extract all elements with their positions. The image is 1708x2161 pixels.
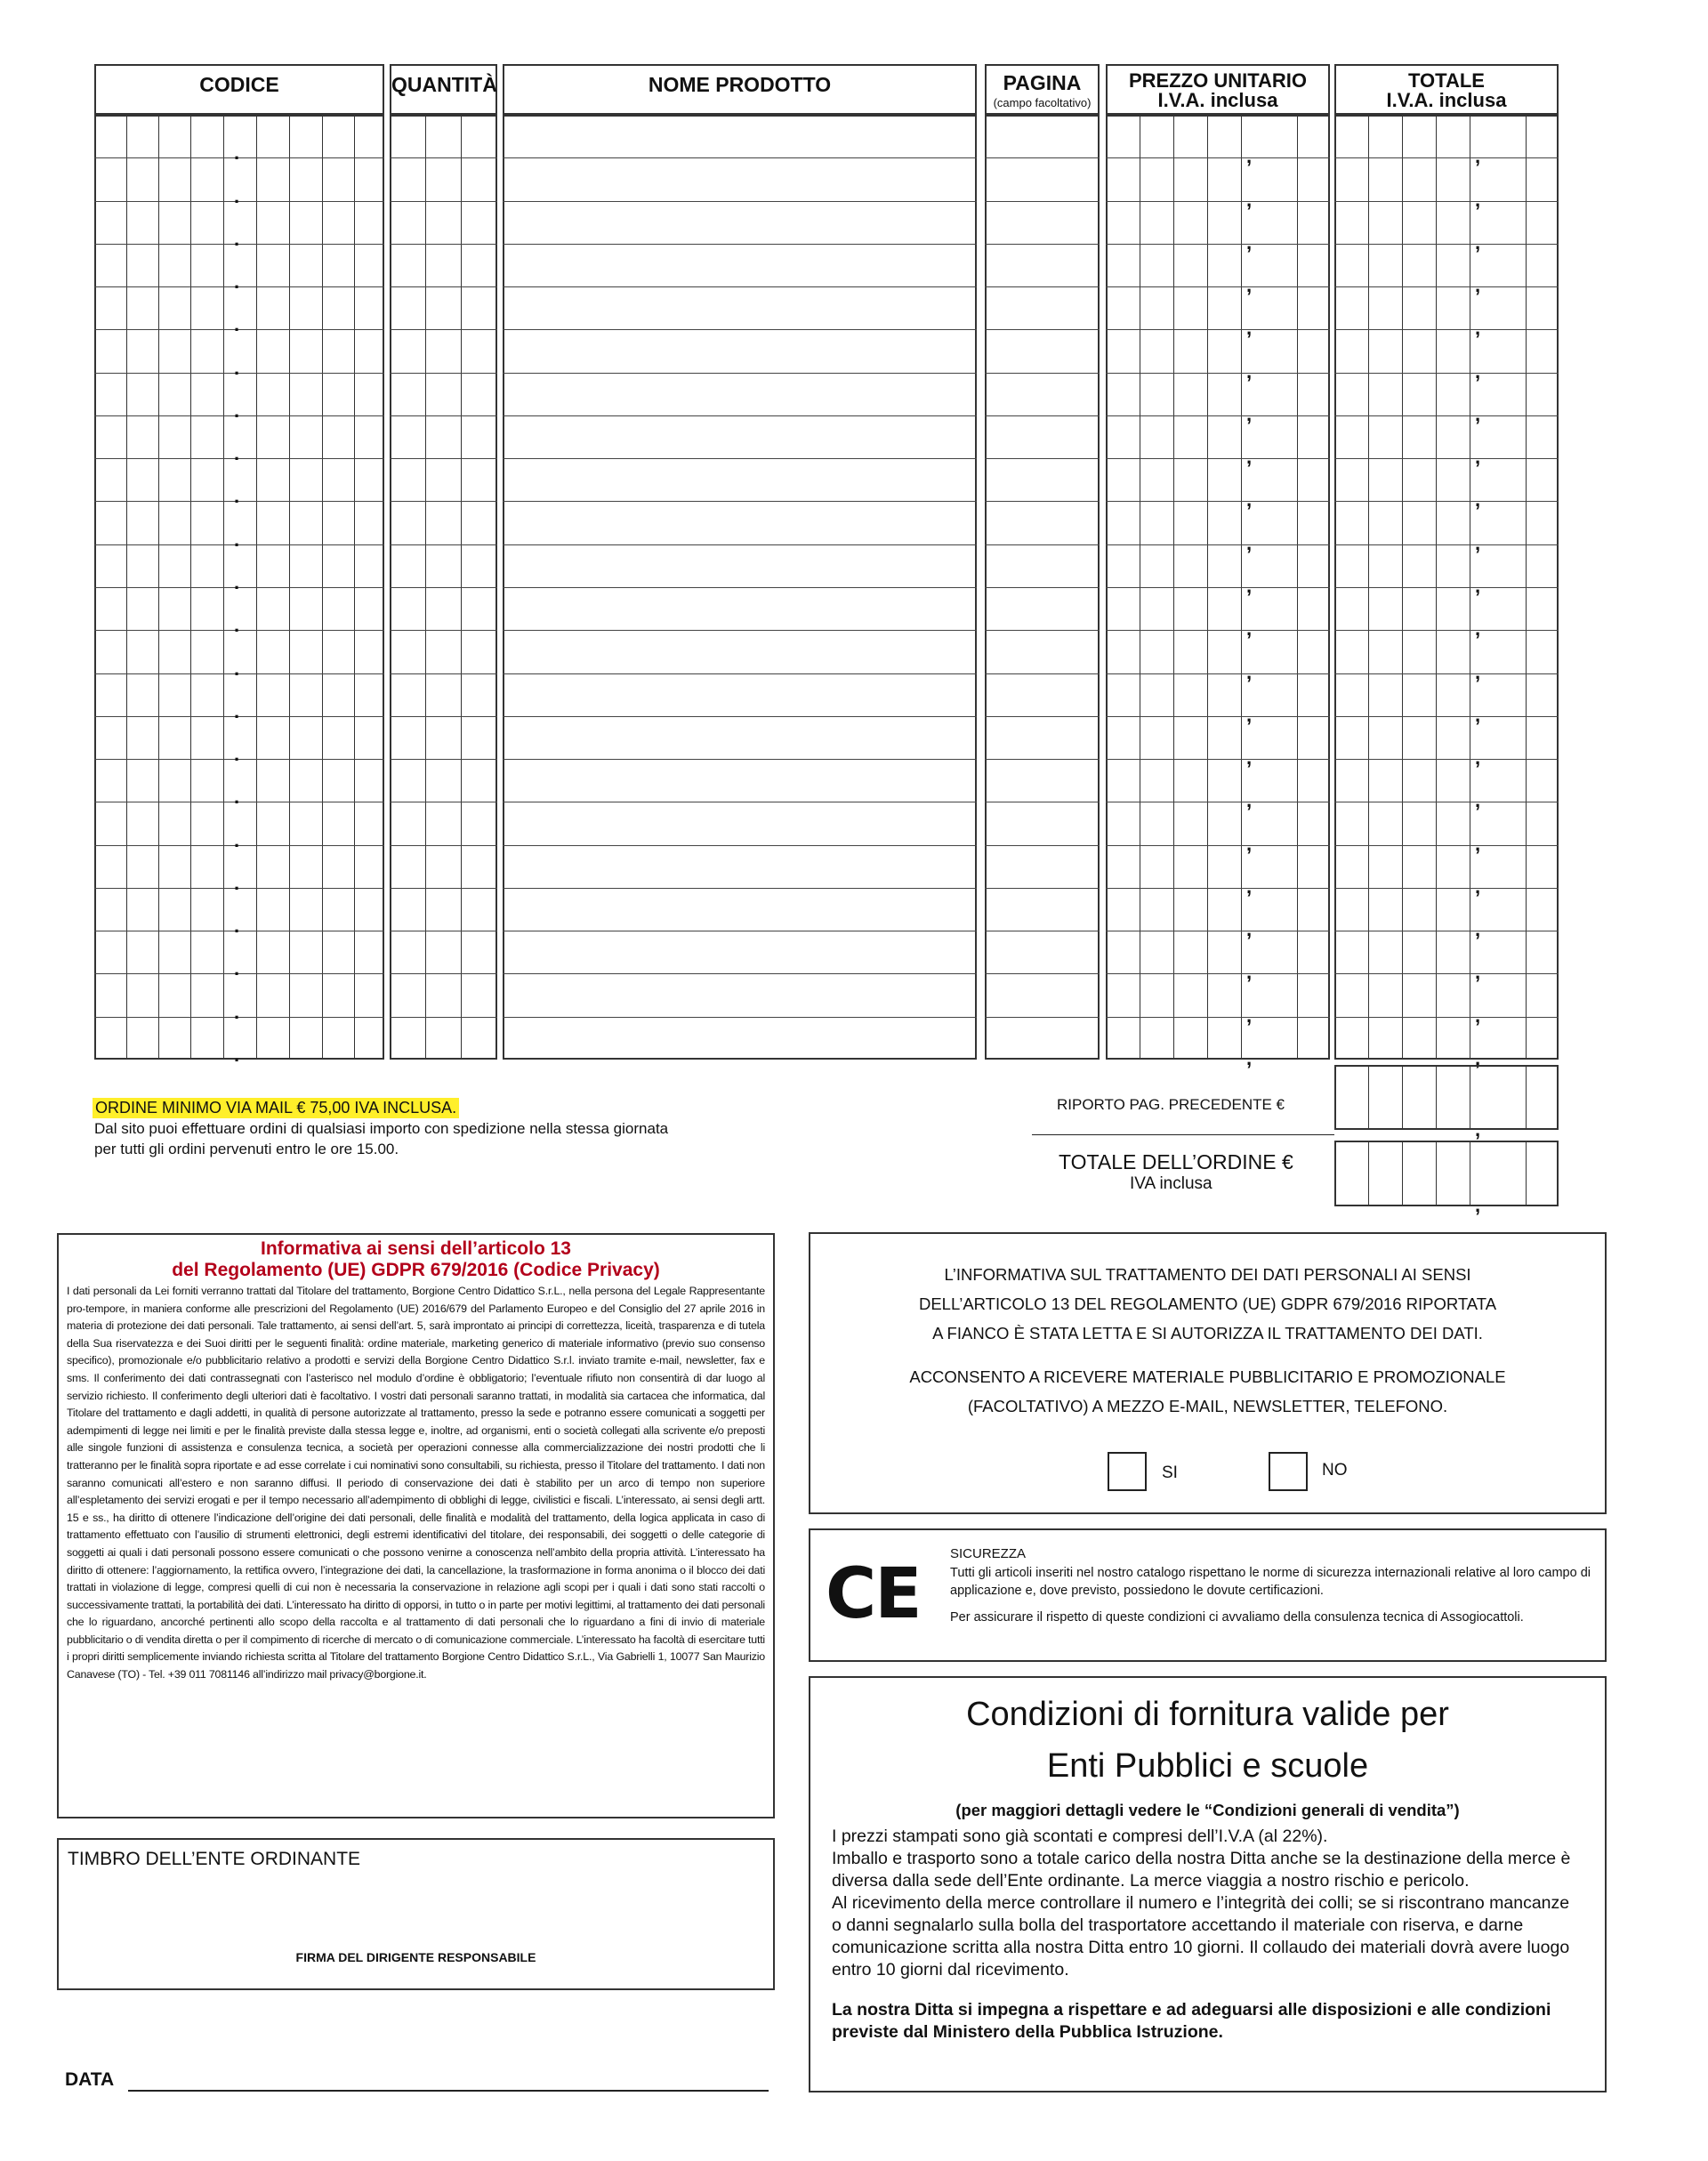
- row-rule: [503, 630, 977, 631]
- row-rule: [985, 845, 1100, 846]
- decimal-comma: ,: [1246, 274, 1253, 297]
- row-rule: [1106, 630, 1330, 631]
- row-rule: [1106, 373, 1330, 374]
- row-rule: [985, 201, 1100, 202]
- row-rule: [503, 759, 977, 760]
- decimal-comma: ,: [1246, 746, 1253, 770]
- row-rule: [1106, 759, 1330, 760]
- row-rule: [985, 415, 1100, 416]
- safety-title: SICUREZZA: [950, 1546, 1027, 1561]
- row-rule: [1106, 716, 1330, 717]
- row-rule: [390, 286, 497, 287]
- code-separator-dot: .: [234, 313, 240, 336]
- row-rule: [503, 544, 977, 545]
- conditions-title-line1: Condizioni di fornitura valide per: [966, 1696, 1449, 1733]
- safety-paragraph-1: Tutti gli articoli inseriti nel nostro catalogo rispettano le norme di sicurezza internazionali relative al loro campo di applicazione e, dove previsto, possiedono le dovute certificazioni.: [950, 1566, 1591, 1598]
- decimal-comma: ,: [1475, 789, 1481, 812]
- row-rule: [985, 329, 1100, 330]
- conditions-subtitle: (per maggiori dettagli vedere le “Condizioni generali di vendita”): [955, 1801, 1460, 1819]
- consent-paragraph-1: [810, 1260, 1605, 1348]
- decimal-comma: ,: [1246, 188, 1253, 211]
- row-rule: [390, 157, 497, 158]
- riporto-grid: [1334, 1065, 1559, 1141]
- stamp-title: TIMBRO DELL’ENTE ORDINANTE: [68, 1849, 361, 1869]
- decimal-comma: ,: [1475, 1194, 1481, 1216]
- decimal-comma: ,: [1246, 660, 1253, 683]
- row-rule: [390, 544, 497, 545]
- row-rule: [985, 888, 1100, 889]
- row-rule: [1106, 329, 1330, 330]
- signature-caption: FIRMA DEL DIRIGENTE RESPONSABILE: [295, 1950, 536, 1964]
- row-rule: [503, 373, 977, 374]
- code-separator-dot: .: [234, 786, 240, 809]
- row-rule: [390, 201, 497, 202]
- code-separator-dot: .: [234, 743, 240, 766]
- row-rule: [503, 329, 977, 330]
- row-rule: [503, 501, 977, 502]
- row-rule: [390, 501, 497, 502]
- row-rule: [503, 458, 977, 459]
- decimal-comma: ,: [1246, 832, 1253, 855]
- row-rule: [985, 1017, 1100, 1018]
- code-separator-dot: .: [234, 614, 240, 637]
- row-rule: [1334, 1017, 1559, 1018]
- total-cell-divider: [1368, 1065, 1369, 1130]
- prezzo-grid: [1106, 115, 1330, 1069]
- header-totale: [1334, 64, 1559, 115]
- stamp-box[interactable]: [57, 1838, 775, 1990]
- row-rule: [503, 673, 977, 674]
- row-rule: [1106, 501, 1330, 502]
- conditions-title-line2: Enti Pubblici e scuole: [1046, 1747, 1369, 1785]
- decimal-comma: ,: [1475, 446, 1481, 469]
- ce-mark-icon: CE: [826, 1554, 921, 1634]
- total-cell-divider: [1402, 1141, 1403, 1206]
- decimal-comma: ,: [1475, 1118, 1481, 1141]
- row-rule: [985, 458, 1100, 459]
- row-rule: [1334, 201, 1559, 202]
- header-prezzo-sub: I.V.A. inclusa: [1157, 89, 1278, 111]
- decimal-comma: ,: [1246, 531, 1253, 554]
- row-rule: [390, 716, 497, 717]
- header-quantita-label: QUANTITÀ: [391, 73, 497, 96]
- decimal-comma: ,: [1475, 317, 1481, 340]
- header-pagina-label: PAGINA: [1003, 71, 1082, 94]
- total-cell-divider: [1436, 1141, 1437, 1206]
- consent-no-checkbox[interactable]: [1269, 1452, 1308, 1491]
- row-rule: [503, 845, 977, 846]
- consent-yes-label: SI: [1162, 1464, 1178, 1482]
- decimal-comma: ,: [1246, 446, 1253, 469]
- header-nome-label: NOME PRODOTTO: [648, 73, 832, 96]
- order-note-line2: per tutti gli ordini pervenuti entro le ore 15.00.: [94, 1141, 399, 1157]
- code-separator-dot: .: [234, 528, 240, 551]
- decimal-comma: ,: [1475, 660, 1481, 683]
- code-separator-dot: .: [234, 957, 240, 980]
- row-rule: [1106, 673, 1330, 674]
- code-separator-dot: .: [234, 356, 240, 379]
- decimal-comma: ,: [1246, 575, 1253, 597]
- code-separator-dot: .: [234, 399, 240, 422]
- header-nome: [503, 64, 977, 115]
- code-separator-dot: .: [234, 657, 240, 680]
- decimal-comma: ,: [1475, 274, 1481, 297]
- code-separator-dot: .: [234, 227, 240, 250]
- row-rule: [503, 888, 977, 889]
- row-rule: [390, 329, 497, 330]
- decimal-comma: ,: [1475, 359, 1481, 383]
- decimal-comma: ,: [1475, 188, 1481, 211]
- header-codice-label: CODICE: [199, 73, 279, 96]
- row-rule: [390, 458, 497, 459]
- row-rule: [390, 973, 497, 974]
- code-separator-dot: .: [234, 571, 240, 593]
- decimal-comma: ,: [1246, 317, 1253, 340]
- row-rule: [985, 716, 1100, 717]
- row-rule: [1334, 373, 1559, 374]
- row-rule: [985, 673, 1100, 674]
- total-cell-divider: [1526, 1141, 1527, 1206]
- row-rule: [1106, 458, 1330, 459]
- decimal-comma: ,: [1475, 531, 1481, 554]
- order-note-line1: Dal sito puoi effettuare ordini di qualsiasi importo con spedizione nella stessa giornata: [94, 1120, 669, 1137]
- decimal-comma: ,: [1246, 918, 1253, 941]
- codice-grid: [94, 115, 384, 1066]
- consent-line-4: ACCONSENTO A RICEVERE MATERIALE PUBBLICITARIO E PROMOZIONALE: [909, 1367, 1506, 1386]
- decimal-comma: ,: [1246, 617, 1253, 641]
- conditions-paragraph-4: La nostra Ditta si impegna a rispettare e ad adeguarsi alle disposizioni e alle condizioni previste dal Ministero della Pubblica Istruzione.: [832, 2000, 1551, 2042]
- row-rule: [1334, 544, 1559, 545]
- row-rule: [503, 286, 977, 287]
- row-rule: [503, 244, 977, 245]
- conditions-box: [809, 1676, 1607, 2092]
- decimal-comma: ,: [1246, 789, 1253, 812]
- date-label: DATA: [65, 2069, 115, 2090]
- row-rule: [1106, 888, 1330, 889]
- conditions-paragraph-1: I prezzi stampati sono già scontati e compresi dell’I.V.A (al 22%).: [832, 1826, 1328, 1846]
- privacy-notice: [57, 1233, 775, 1818]
- quantita-grid: [390, 115, 497, 1060]
- consent-box: [809, 1232, 1607, 1514]
- decimal-comma: ,: [1475, 230, 1481, 254]
- header-pagina: [985, 64, 1100, 115]
- header-totale-sub: I.V.A. inclusa: [1386, 89, 1507, 111]
- consent-line-3: A FIANCO È STATA LETTA E SI AUTORIZZA IL TRATTAMENTO DEI DATI.: [932, 1324, 1483, 1343]
- row-rule: [1106, 415, 1330, 416]
- row-rule: [1334, 286, 1559, 287]
- decimal-comma: ,: [1475, 832, 1481, 855]
- row-rule: [390, 630, 497, 631]
- row-rule: [985, 373, 1100, 374]
- totale-ordine-grid: [1334, 1141, 1559, 1216]
- row-rule: [1334, 329, 1559, 330]
- row-rule: [503, 973, 977, 974]
- code-separator-dot: .: [234, 270, 240, 294]
- row-rule: [1106, 587, 1330, 588]
- code-separator-dot: .: [234, 485, 240, 508]
- row-rule: [1334, 973, 1559, 974]
- decimal-comma: ,: [1475, 617, 1481, 641]
- row-rule: [1106, 286, 1330, 287]
- consent-line-5: (FACOLTATIVO) A MEZZO E-MAIL, NEWSLETTER, TELEFONO.: [967, 1397, 1448, 1415]
- row-rule: [390, 373, 497, 374]
- privacy-body: I dati personali da Lei forniti verranno trattati dal Titolare del trattamento, Borgione Centro Didattico S.r.L., nella persona del Legale Rappresentante pro-tempore, in maniera conforme alle prescrizioni del Regolamento (UE) 2016/679 del Parlamento Europeo e del Consiglio del 27 aprile 2016 in materia di protezione dei dati personali. Tale trattamento, ai sensi dell’art. 5, sarà improntato ai principi di correttezza, liceità, trasparenza e di tutela della Sua riservatezza e dei Suoi diritti per le seguenti finalità: ordine materiale, marketing generico di materiale informativo (previo suo consenso specifico), promozionale e/o pubblicitario relativo a prodotti e servizi della Borgione Centro Didattico S.r.l. inviato tramite e-mail, newsletter, fax e sms. Il conferimento dei dati contrassegnati con l’asterisco nel modulo d’ordine è obbligatorio; l’eventuale rifiuto non consentirà di dar luogo al servizio richiesto. Il conferimento degli ulteriori dati è facoltativo. I vostri dati personali saranno trattati, in modalità sia cartacea che informatica, dal Titolare del trattamento e dagli addetti, in qualità di persone autorizzate al trattamento, presso la sede e potranno essere comunicati a soggetti per adempimenti di legge nei limiti e per le finalità previste dalla stessa legge e, inoltre, ad organismi, enti o società collegati alla scrivente e/o preposti alle singole funzioni di assistenza e consulenza tecnica, a società per operazioni connesse alla commercializzazione dei nostri prodotti che li tratteranno per le finalità sopra riportate e ad esse correlate i cui nominativi sono consultabili, su richiesta, presso il Titolare del trattamento. I dati non saranno comunicati all’estero e non saranno diffusi. Il periodo di conservazione dei dati è stabilito per un arco di tempo non superiore all’espletamento dei servizi erogati e per il tempo necessario all’adempimento di obblighi di legge, civilistici e fiscali. L’interessato, ai sensi degli artt. 15 e ss., ha diritto di ottenere l’indicazione dell’origine dei dati personali, delle finalità e modalità del trattamento, della logica applicata in caso di trattamento effettuato con l’ausilio di strumenti elettronici, degli estremi identificativi del titolare, dei responsabili, dei soggetti o delle categorie di soggetti ai quali i dati personali possono essere comunicati o che possono venirne a conoscenza nell’ambito della propria attività. L’interessato ha diritto di ottenere: l’aggiornamento, la rettifica ovvero, l’integrazione dei dati, la cancellazione, la trasformazione in forma anonima o il blocco dei dati trattati in violazione di legge, compresi quelli di cui non è necessaria la conservazione in relazione agli scopi per i quali i dati sono stati raccolti o successivamente trattati, la portabilità dei dati. L’interessato ha diritto di opporsi, in tutto o in parte per motivi legittimi, al trattamento dei dati personali che lo riguardano, ancorché pertinenti allo scopo della raccolta e al trattamento di dati personali che lo riguardano a fini di invio di materiale pubblicitario o di vendita diretta o per il compimento di ricerche di mercato o di comunicazione commerciale. L’interessato ha facoltà di esercitare tutti i propri diritti semplicemente inviando richiesta scritta al Titolare del trattamento Borgione Centro Didattico S.r.L., Via Gabrielli 1, 10077 San Maurizio Canavese (TO) - Tel. +39 011 7081146 all’indirizzo mail privacy@borgione.it.: [67, 1285, 765, 1681]
- decimal-comma: ,: [1475, 488, 1481, 512]
- total-cell-divider: [1402, 1065, 1403, 1130]
- decimal-comma: ,: [1246, 1004, 1253, 1027]
- consent-no-label: NO: [1322, 1461, 1348, 1480]
- safety-paragraph-2: Per assicurare il rispetto di queste condizioni ci avvaliamo della consulenza tecnica di Assogiocattoli.: [950, 1610, 1524, 1625]
- row-rule: [390, 244, 497, 245]
- decimal-comma: ,: [1246, 1047, 1253, 1069]
- total-cell-divider: [1368, 1141, 1369, 1206]
- decimal-comma: ,: [1475, 961, 1481, 984]
- decimal-comma: ,: [1246, 145, 1253, 168]
- decimal-comma: ,: [1246, 230, 1253, 254]
- conditions-paragraph-3: Al ricevimento della merce controllare il numero e l’integrità dei colli; se si riscontrano mancanze o danni segnalarlo sulla bolla del trasportatore accettando il materiale con riserva, e darne comunicazione scritta alla nostra Ditta entro 10 giorni. Il collaudo dei materiali dovrà avere luogo entro 10 giorni dal ricevimento.: [832, 1893, 1570, 1980]
- row-rule: [390, 759, 497, 760]
- totale-ordine-label: TOTALE DELL’ORDINE €: [1059, 1150, 1293, 1173]
- decimal-comma: ,: [1475, 746, 1481, 770]
- decimal-comma: ,: [1475, 575, 1481, 597]
- minimum-order-note: ORDINE MINIMO VIA MAIL € 75,00 IVA INCLUSA.: [93, 1098, 459, 1118]
- row-rule: [1334, 501, 1559, 502]
- decimal-comma: ,: [1475, 703, 1481, 726]
- row-rule: [1106, 244, 1330, 245]
- code-separator-dot: .: [234, 141, 240, 165]
- row-rule: [1106, 973, 1330, 974]
- conditions-paragraph-2: Imballo e trasporto sono a totale carico della nostra Ditta anche se la destinazione della merce è diversa dalla sede dell’Ente ordinante. La merce viaggia a nostro rischio e pericolo.: [832, 1849, 1571, 1891]
- row-rule: [390, 1017, 497, 1018]
- code-separator-dot: .: [234, 1000, 240, 1023]
- consent-yes-checkbox[interactable]: [1108, 1452, 1147, 1491]
- riporto-label: RIPORTO PAG. PRECEDENTE €: [1057, 1096, 1285, 1113]
- code-separator-dot: .: [234, 871, 240, 894]
- row-rule: [503, 201, 977, 202]
- nome-grid: [503, 115, 977, 1060]
- row-rule: [1334, 888, 1559, 889]
- header-prezzo-label: PREZZO UNITARIO: [1128, 69, 1308, 92]
- row-rule: [503, 157, 977, 158]
- code-separator-dot: .: [234, 915, 240, 938]
- row-rule: [985, 759, 1100, 760]
- row-rule: [390, 415, 497, 416]
- date-line[interactable]: [128, 2090, 769, 2092]
- decimal-comma: ,: [1246, 703, 1253, 726]
- row-rule: [1106, 157, 1330, 158]
- row-rule: [390, 888, 497, 889]
- row-rule: [1334, 716, 1559, 717]
- code-separator-dot: .: [234, 184, 240, 207]
- code-separator-dot: .: [234, 442, 240, 465]
- row-rule: [1106, 544, 1330, 545]
- decimal-comma: ,: [1475, 145, 1481, 168]
- row-rule: [390, 673, 497, 674]
- code-separator-dot: .: [234, 828, 240, 851]
- safety-box: [809, 1528, 1607, 1662]
- header-prezzo: [1106, 64, 1330, 115]
- row-rule: [985, 286, 1100, 287]
- decimal-comma: ,: [1475, 1047, 1481, 1069]
- row-rule: [1334, 759, 1559, 760]
- row-rule: [1106, 1017, 1330, 1018]
- row-rule: [1334, 845, 1559, 846]
- row-rule: [1334, 244, 1559, 245]
- row-rule: [1334, 630, 1559, 631]
- consent-line-1: L’INFORMATIVA SUL TRATTAMENTO DEI DATI PERSONALI AI SENSI: [944, 1265, 1471, 1284]
- consent-paragraph-2: [810, 1362, 1605, 1421]
- row-rule: [985, 587, 1100, 588]
- decimal-comma: ,: [1475, 1004, 1481, 1027]
- row-rule: [390, 845, 497, 846]
- code-separator-dot: .: [234, 699, 240, 722]
- total-cell-divider: [1526, 1065, 1527, 1130]
- decimal-comma: ,: [1246, 359, 1253, 383]
- decimal-comma: ,: [1475, 918, 1481, 941]
- row-rule: [390, 587, 497, 588]
- decimal-comma: ,: [1246, 961, 1253, 984]
- row-rule: [1334, 587, 1559, 588]
- decimal-comma: ,: [1246, 875, 1253, 898]
- row-rule: [1334, 458, 1559, 459]
- header-totale-label: TOTALE: [1408, 69, 1485, 92]
- row-rule: [985, 544, 1100, 545]
- decimal-comma: ,: [1246, 488, 1253, 512]
- header-pagina-sub: (campo facoltativo): [993, 96, 1092, 109]
- consent-line-2: DELL’ARTICOLO 13 DEL REGOLAMENTO (UE) GDPR 679/2016 RIPORTATA: [918, 1294, 1497, 1313]
- header-codice: [94, 64, 384, 115]
- row-rule: [1334, 673, 1559, 674]
- row-rule: [985, 630, 1100, 631]
- total-cell-divider: [1436, 1065, 1437, 1130]
- privacy-title-line2: del Regolamento (UE) GDPR 679/2016 (Codice Privacy): [172, 1260, 660, 1280]
- totale-ordine-sub: IVA inclusa: [1130, 1174, 1213, 1193]
- row-rule: [503, 415, 977, 416]
- row-rule: [985, 501, 1100, 502]
- row-rule: [1334, 415, 1559, 416]
- row-rule: [503, 1017, 977, 1018]
- riporto-underline: [1032, 1134, 1334, 1135]
- decimal-comma: ,: [1246, 402, 1253, 425]
- totale-grid: [1334, 115, 1559, 1069]
- row-rule: [1334, 157, 1559, 158]
- pagina-grid: [985, 115, 1100, 1060]
- row-rule: [503, 587, 977, 588]
- privacy-title-line1: Informativa ai sensi dell’articolo 13: [261, 1238, 571, 1259]
- row-rule: [1106, 845, 1330, 846]
- row-rule: [985, 244, 1100, 245]
- code-separator-dot: .: [234, 1044, 240, 1066]
- row-rule: [503, 716, 977, 717]
- row-rule: [985, 157, 1100, 158]
- decimal-comma: ,: [1475, 402, 1481, 425]
- row-rule: [1106, 201, 1330, 202]
- row-rule: [985, 973, 1100, 974]
- header-quantita: [390, 64, 497, 115]
- decimal-comma: ,: [1475, 875, 1481, 898]
